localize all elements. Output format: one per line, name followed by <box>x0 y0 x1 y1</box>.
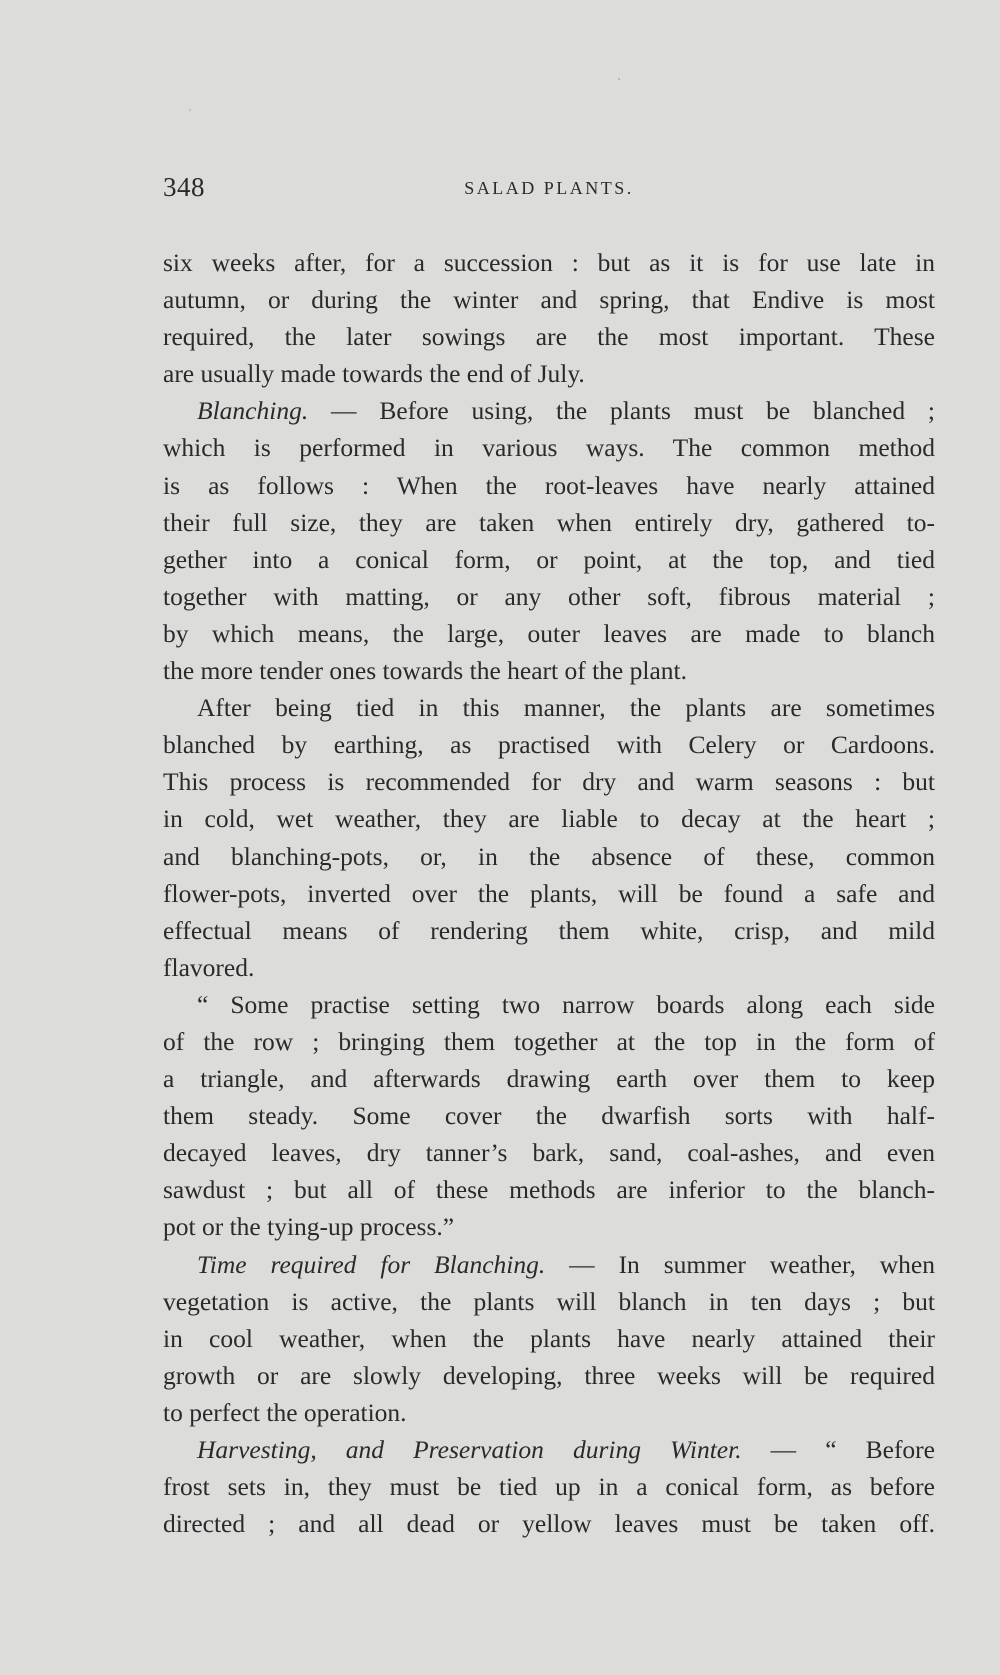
paragraph <box>163 1431 935 1542</box>
text-line: required, the later sowings are the most important. These <box>163 322 935 352</box>
text-line: frost sets in, they must be tied up in a conical form, as before <box>163 1472 935 1502</box>
text-fragment: — “ Before <box>741 1435 935 1464</box>
running-title: SALAD PLANTS. <box>464 178 634 198</box>
text-line: blanched by earthing, as practised with Celery or Cardoons. <box>163 730 935 760</box>
paper-speck <box>618 78 620 80</box>
text-fragment: — Before using, the plants must be blanched ; <box>308 396 935 426</box>
text-line: pot or the tying-up process.” <box>163 1212 455 1242</box>
text-line: to perfect the operation. <box>163 1397 407 1427</box>
text-line: decayed leaves, dry tanner’s bark, sand, coal-ashes, and even <box>163 1138 935 1168</box>
text-line: which is performed in various ways. The common method <box>163 433 935 463</box>
text-line: autumn, or during the winter and spring, that Endive is most <box>163 285 935 315</box>
paragraph <box>163 244 935 392</box>
text-line: of the row ; bringing them together at the top in the form of <box>163 1026 935 1056</box>
text-line <box>163 1246 935 1283</box>
text-line: flavored. <box>163 952 255 982</box>
text-line: in cool weather, when the plants have nearly attained their <box>163 1323 935 1353</box>
body-text <box>163 244 935 1542</box>
text-line <box>163 392 935 429</box>
text-line: directed ; and all dead or yellow leaves must be taken off. <box>163 1509 935 1539</box>
text-line: by which means, the large, outer leaves are made to blanch <box>163 618 935 648</box>
text-line: gether into a conical form, or point, at the top, and tied <box>163 544 935 574</box>
text-line: in cold, wet weather, they are liable to decay at the heart ; <box>163 804 935 834</box>
paragraph <box>163 689 935 986</box>
text-line: the more tender ones towards the heart of the plant. <box>163 656 687 686</box>
section-heading: Time required for Blanching. <box>197 1249 546 1279</box>
text-line: This process is recommended for dry and warm seasons : but <box>163 767 935 797</box>
text-line: their full size, they are taken when entirely dry, gathered to- <box>163 507 935 537</box>
text-line: six weeks after, for a succession : but as it is for use late in <box>163 248 935 277</box>
text-line: are usually made towards the end of July. <box>163 359 585 389</box>
text-line: effectual means of rendering them white, crisp, and mild <box>163 915 935 945</box>
text-line: flower-pots, inverted over the plants, will be found a safe and <box>163 878 935 908</box>
text-line: “ Some practise setting two narrow boards along each side <box>197 989 935 1019</box>
section-heading: Harvesting, and Preservation during Winter. <box>197 1435 742 1464</box>
text-line: them steady. Some cover the dwarfish sorts with half- <box>163 1101 935 1131</box>
text-line: together with matting, or any other soft, fibrous material ; <box>163 581 935 611</box>
paragraph <box>163 986 935 1246</box>
section-heading: Blanching. <box>197 396 309 426</box>
text-line: vegetation is active, the plants will blanch in ten days ; but <box>163 1286 935 1316</box>
text-line: is as follows : When the root-leaves have nearly attained <box>163 470 935 500</box>
text-line: growth or are slowly developing, three weeks will be required <box>163 1360 935 1390</box>
text-line: After being tied in this manner, the plants are sometimes <box>197 693 935 723</box>
text-line: a triangle, and afterwards drawing earth over them to keep <box>163 1064 935 1094</box>
page-header <box>163 172 935 206</box>
text-fragment: — In summer weather, when <box>545 1249 936 1279</box>
text-line: and blanching-pots, or, in the absence of these, common <box>163 841 935 871</box>
paper-speck <box>189 109 191 111</box>
paragraph <box>163 392 935 689</box>
page-number: 348 <box>163 172 205 202</box>
text-line <box>163 1431 935 1468</box>
paragraph <box>163 1246 935 1431</box>
text-line: sawdust ; but all of these methods are inferior to the blanch- <box>163 1175 935 1205</box>
